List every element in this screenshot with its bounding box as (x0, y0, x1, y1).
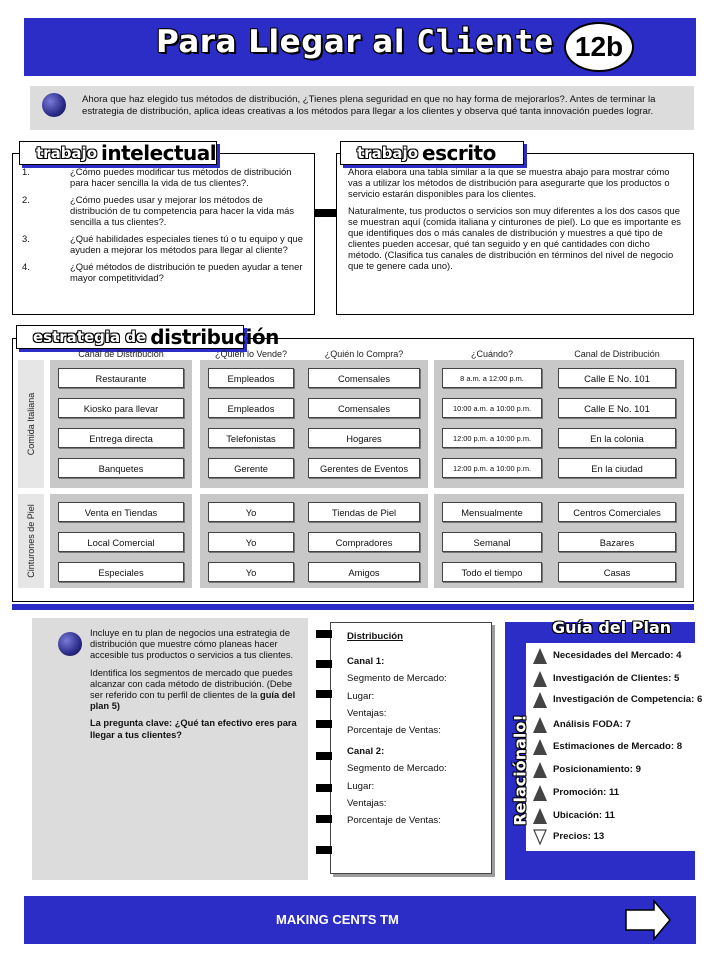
column-header: Canal de Distribución (574, 349, 660, 359)
table-cell: Telefonistas (208, 428, 294, 448)
footer-brand: MAKING CENTS TM (276, 912, 399, 927)
question-number: 3. (22, 233, 30, 244)
triangle-up-icon (533, 785, 547, 801)
question-item (22, 194, 310, 227)
label-word-a: trabajo (357, 144, 418, 162)
guia-item (533, 692, 703, 708)
notebook-tab (316, 720, 332, 728)
bullet-ball-icon (42, 93, 66, 117)
questions-list (22, 166, 310, 289)
table-cell: Hogares (308, 428, 420, 448)
table-cell: Centros Comerciales (558, 502, 676, 522)
trabajo-escrito-label (340, 141, 524, 165)
field-ventajas: Ventajas: (347, 797, 387, 809)
escrito-paragraph-2: Naturalmente, tus productos o servicios son muy diferentes a los dos casos que se muestran aquí (comida italiana y cinturones de piel). Lo que es importante es que identifiques dos o más canales de distribución y muestres a qué tipo de clientes pueden accesar, qué tan seguido y en qué cantidades con dicho método. (Clasifica tus canales de distribución en términos del nivel de negocio que te genere cada uno). (348, 205, 681, 271)
guia-item (533, 717, 703, 733)
question-text: ¿Qué habilidades especiales tienes tú o tu equipo y que ayuden a mejorar los métodos para llegar al cliente? (70, 233, 303, 255)
table-cell: Comensales (308, 398, 420, 418)
table-cell: Gerentes de Eventos (308, 458, 420, 478)
intro-text: Ahora que haz elegido tus métodos de distribución, ¿Tienes plena seguridad en que no hay forma de mejorarlos?. Antes de terminar la estrategia de distribución, aplica ideas creativas a los métodos para llegar a los clientes y observa qué tanta innovación puedes lograr. (82, 94, 656, 117)
table-cell: Calle E No. 101 (558, 368, 676, 388)
question-number: 1. (22, 166, 30, 177)
field-porcentaje: Porcentaje de Ventas: (347, 725, 441, 737)
guia-item-label: Promoción: 11 (553, 786, 620, 798)
group-label (18, 494, 44, 588)
section-divider (12, 604, 694, 610)
page-title (156, 24, 554, 60)
guia-item (533, 829, 703, 845)
table-cell: En la ciudad (558, 458, 676, 478)
table-cell: Tiendas de Piel (308, 502, 420, 522)
question-item (22, 166, 310, 188)
group-label-text: Cinturones de Piel (26, 504, 36, 578)
table-cell: Calle E No. 101 (558, 398, 676, 418)
notebook-tab (316, 815, 332, 823)
table-cell: 8 a.m. a 12:00 p.m. (442, 368, 542, 388)
bottom-instructions-text (90, 628, 304, 747)
guia-item (533, 671, 703, 687)
notebook-tab (316, 660, 332, 668)
table-cell: Yo (208, 562, 294, 582)
canal-1-heading: Canal 1: (347, 656, 385, 668)
instructions-paragraph-2 (90, 668, 304, 713)
label-word-a: trabajo (36, 144, 97, 162)
question-text: ¿Cómo puedes modificar tus métodos de distribución para hacer sencilla la vida de tus clientes?. (70, 166, 292, 188)
table-cell: Bazares (558, 532, 676, 552)
table-cell: Especiales (58, 562, 184, 582)
table-cell: Yo (208, 502, 294, 522)
question-text: ¿Qué métodos de distribución te pueden ayudar a tener mayor competitividad? (70, 261, 303, 283)
title-part2: Cliente (416, 24, 554, 60)
column-header: ¿Quién lo Compra? (324, 349, 404, 359)
table-cell: Gerente (208, 458, 294, 478)
guia-item (533, 785, 703, 801)
relacionalo-text: Relaciónalo! (510, 714, 530, 826)
question-text: ¿Cómo puedes usar y mejorar los métodos de distribución de tu competencia para hacer la vida más sencilla a tus clientes?. (70, 194, 295, 227)
estrategia-label (16, 325, 279, 349)
table-cell: Entrega directa (58, 428, 184, 448)
key-question: La pregunta clave: ¿Qué tan efectivo eres para llegar a tus clientes? (90, 718, 297, 740)
triangle-up-icon (533, 717, 547, 733)
guia-item-label: Investigación de Clientes: 5 (553, 672, 680, 684)
triangle-up-icon (533, 762, 547, 778)
question-item (22, 261, 310, 283)
guia-item-label: Estimaciones de Mercado: 8 (553, 740, 683, 752)
title-part1: Para Llegar al (156, 24, 405, 60)
label-word-b: distribución (150, 325, 279, 349)
label-word-b: intelectual (101, 141, 217, 165)
notebook-tab (316, 784, 332, 792)
guia-item-label: Ubicación: 11 (553, 809, 615, 821)
guia-item (533, 648, 703, 664)
table-cell: En la colonia (558, 428, 676, 448)
group-label (18, 360, 44, 488)
distribucion-fields (347, 628, 447, 829)
trabajo-escrito-text (348, 166, 686, 277)
question-item (22, 233, 310, 255)
table-cell: 12:00 p.m. a 10:00 p.m. (442, 428, 542, 448)
trabajo-intelectual-label (19, 141, 217, 165)
bullet-ball-icon (58, 632, 82, 656)
field-ventajas: Ventajas: (347, 707, 387, 719)
guia-item-label: Necesidades del Mercado: 4 (553, 649, 682, 661)
table-cell: Local Comercial (58, 532, 184, 552)
label-word-b: escrito (422, 141, 496, 165)
table-cell: Semanal (442, 532, 542, 552)
table-cell: Empleados (208, 398, 294, 418)
triangle-up-icon (533, 808, 547, 824)
table-cell: Casas (558, 562, 676, 582)
table-cell: Yo (208, 532, 294, 552)
notebook-tab (316, 752, 332, 760)
notebook-tab (316, 690, 332, 698)
guia-item-label: Análisis FODA: 7 (553, 718, 631, 730)
column-header: ¿Quién lo Vende? (214, 349, 288, 359)
guia-title: Guía del Plan (552, 618, 672, 637)
panel-connector (315, 209, 337, 217)
instructions-paragraph-1: Incluye en tu plan de negocios una estrategia de distribución que muestre cómo planeas hacer accesible tus productos o servicios a tus clientes. (90, 628, 294, 661)
label-word-a: estrategia de (33, 328, 147, 346)
table-cell: 12:00 p.m. a 10:00 p.m. (442, 458, 542, 478)
table-cell: Todo el tiempo (442, 562, 542, 582)
column-header: Canal de Distribución (78, 349, 164, 359)
table-cell: 10:00 a.m. a 10:00 p.m. (442, 398, 542, 418)
table-cell: Comensales (308, 368, 420, 388)
triangle-down-icon (533, 829, 547, 845)
field-lugar: Lugar: (347, 690, 375, 702)
column-header: ¿Cuándo? (470, 349, 514, 359)
triangle-up-icon (533, 648, 547, 664)
guia-item (533, 739, 703, 755)
escrito-paragraph-1: Ahora elabora una tabla similar a la que se muestra abajo para mostrar cómo vas a utilizar los métodos de distribución para asegurarte que los productos o servicio estarán disponibles para los clientes. (348, 166, 670, 199)
table-cell: Banquetes (58, 458, 184, 478)
guia-item-label: Posicionamiento: 9 (553, 763, 641, 775)
question-number: 2. (22, 194, 30, 205)
field-segmento: Segmento de Mercado: (347, 763, 447, 775)
guia-item (533, 762, 703, 778)
notebook-tab (316, 846, 332, 854)
table-cell: Empleados (208, 368, 294, 388)
notebook-tab (316, 630, 332, 638)
page-number-badge: 12b (564, 22, 634, 72)
guia-reference: guía del plan 5) (90, 690, 296, 712)
triangle-up-icon (533, 671, 547, 687)
triangle-up-icon (533, 692, 547, 708)
table-cell: Amigos (308, 562, 420, 582)
field-lugar: Lugar: (347, 780, 375, 792)
table-cell: Venta en Tiendas (58, 502, 184, 522)
distribucion-title: Distribución (347, 631, 403, 642)
table-cell: Mensualmente (442, 502, 542, 522)
canal-2-heading: Canal 2: (347, 746, 385, 758)
triangle-up-icon (533, 739, 547, 755)
guia-item-label: Precios: 13 (553, 830, 605, 842)
instructions-text: Identifica los segmentos de mercado que puedes alcanzar con cada método de distribución. (Debe ser referido con tu perfil de clientes de la (90, 667, 293, 701)
table-cell: Kiosko para llevar (58, 398, 184, 418)
guia-item-label: Investigación de Competencia: 6 (553, 693, 703, 705)
group-label-text: Comida Italiana (26, 392, 36, 456)
question-number: 4. (22, 261, 30, 272)
table-cell: Restaurante (58, 368, 184, 388)
table-cell: Compradores (308, 532, 420, 552)
guia-item (533, 808, 703, 824)
field-segmento: Segmento de Mercado: (347, 673, 447, 685)
field-porcentaje: Porcentaje de Ventas: (347, 815, 441, 827)
next-arrow-icon[interactable] (624, 899, 672, 941)
